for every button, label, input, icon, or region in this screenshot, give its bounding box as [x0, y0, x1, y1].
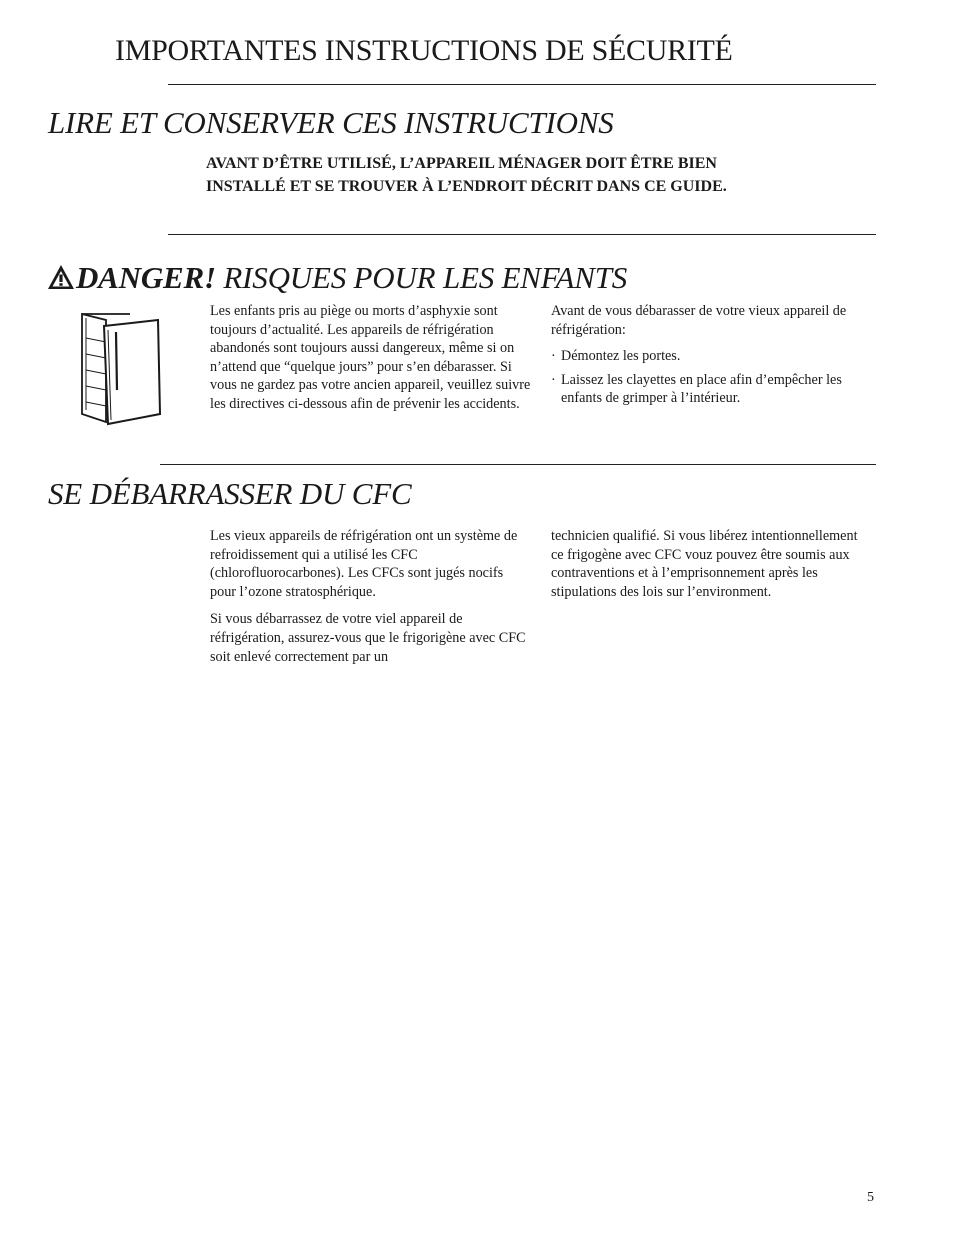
- danger-heading: [47, 260, 627, 296]
- cfc-heading: SE DÉBARRASSER DU CFC: [48, 476, 412, 511]
- warning-icon: [47, 264, 75, 290]
- page-title: IMPORTANTES INSTRUCTIONS DE SÉCURITÉ: [115, 34, 733, 67]
- list-item-text: Démontez les portes.: [561, 348, 681, 365]
- danger-label: DANGER!: [76, 260, 216, 295]
- bullet-icon: ·: [551, 348, 556, 365]
- notice-line-1: AVANT D’ÊTRE UTILISÉ, L’APPAREIL MÉNAGER DOIT ÊTRE BIEN: [206, 155, 717, 172]
- title-divider: [168, 84, 876, 85]
- disposal-steps-list: [551, 347, 876, 408]
- page-number: 5: [867, 1190, 874, 1205]
- cfc-paragraph-3: technicien qualifié. Si vous libérez intentionnellement ce frigogène avec CFC vouz pouvez être soumis aux contraventions et à l’emprisonnement après les stipulations des lois sur l’environment.: [551, 528, 858, 600]
- refrigerator-open-door-illustration: [78, 310, 168, 428]
- list-item: [551, 371, 876, 408]
- cfc-paragraph-1: Les vieux appareils de réfrigération ont un système de refroidissement qui a utilisé les CFC (chlorofluorocarbones). Les CFCs sont jugés nocifs pour l’ozone stratosphérique.: [210, 528, 518, 600]
- notice-line-2: INSTALLÉ ET SE TROUVER À L’ENDROIT DÉCRIT DANS CE GUIDE.: [206, 178, 727, 195]
- danger-heading-text: RISQUES POUR LES ENFANTS: [223, 260, 628, 295]
- list-item-text: Laissez les clayettes en place afin d’empêcher les enfants de grimper à l’intérieur.: [561, 371, 842, 407]
- read-instructions-heading: LIRE ET CONSERVER CES INSTRUCTIONS: [48, 105, 614, 140]
- danger-left-column: [210, 302, 532, 423]
- read-section-divider: [168, 234, 876, 235]
- child-hazard-paragraph: Les enfants pris au piège ou morts d’asphyxie sont toujours d’actualité. Les appareils de réfrigération abandonés sont toujours aussi dangereux, même si on n’attend que “quelque jours” pour s’en débarasser. Si vous ne gardez pas votre ancien appareil, veuillez suivre les directives ci-dessous afin de prévenir les accidents.: [210, 303, 531, 412]
- cfc-right-column: [551, 527, 869, 610]
- danger-section-divider: [160, 464, 876, 465]
- disposal-intro: Avant de vous débarasser de votre vieux appareil de réfrigération:: [551, 303, 847, 338]
- list-item: [551, 347, 876, 366]
- bullet-icon: ·: [551, 371, 556, 388]
- cfc-left-column: [210, 527, 528, 675]
- installation-notice: [206, 152, 846, 198]
- cfc-paragraph-2: Si vous débarrassez de votre viel appareil de réfrigération, assurez-vous que le frigorigène avec CFC soit enlevé correctement par un: [210, 611, 526, 665]
- danger-right-column: [551, 302, 876, 413]
